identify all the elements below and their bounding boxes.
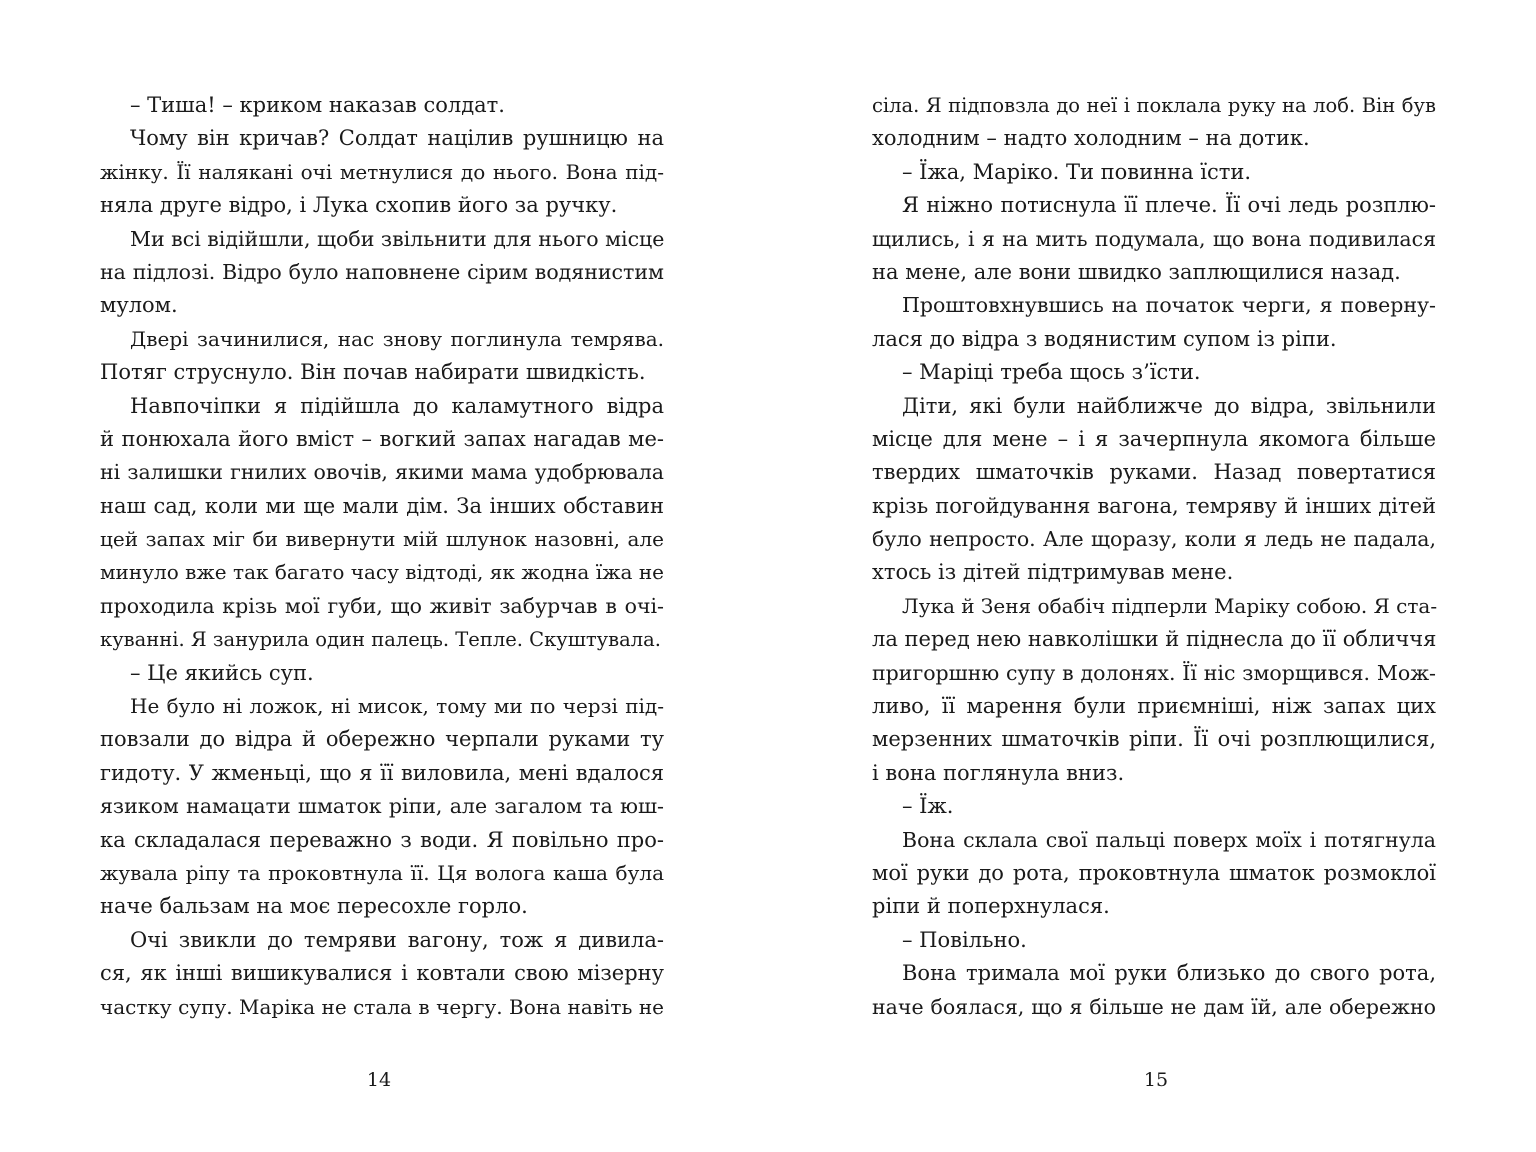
text-line: проходила крізь мої губи, що живіт забурчав в очі- <box>100 593 664 618</box>
text-line: ка складалася переважно з води. Я повільно про- <box>100 827 664 852</box>
text-line: хтось із дітей підтримував мене. <box>872 560 1234 585</box>
text-line: холодним – надто холодним – на дотик. <box>872 126 1310 151</box>
text-line: жувала ріпу та проковтнула її. Ця волога каша була <box>100 860 664 885</box>
text-line: наче боялася, що я більше не дам їй, але обережно <box>872 994 1436 1019</box>
text-line: й понюхала його вміст – вогкий запах нагадав ме- <box>100 426 664 451</box>
text-line: крізь погойдування вагона, темряву й інших дітей <box>872 493 1436 518</box>
text-line: куванні. Я занурила один палець. Тепле. Скуштувала. <box>100 628 661 652</box>
text-line: ливо, її марення були приємніші, ніж запах цих <box>872 694 1436 719</box>
text-line: наш сад, коли ми ще мали дім. За інших обставин <box>100 493 664 518</box>
text-line: Діти, які були найближче до відра, звільнили <box>902 393 1436 418</box>
text-line: Лука й Зеня обабіч підперли Маріку собою. Я ста- <box>902 593 1438 618</box>
text-line: Чому він кричав? Солдат націлив рушницю на <box>130 126 664 151</box>
text-line: сіла. Я підповзла до неї і поклала руку на лоб. Він був <box>872 94 1436 117</box>
text-line: ся, як інші вишикувалися і ковтали свою мізерну <box>100 961 664 986</box>
text-line: – Їж. <box>902 794 954 819</box>
text-line: Ми всі відійшли, щоби звільнити для нього місце <box>130 226 665 251</box>
text-line: мерзенних шматочків ріпи. Її очі розплющилися, <box>872 727 1436 752</box>
text-line: Вона тримала мої руки близько до свого рота, <box>902 961 1436 986</box>
text-line: гидоту. У жменьці, що я її виловила, мені вдалося <box>100 760 664 785</box>
text-line: наче бальзам на моє пересохле горло. <box>100 894 528 919</box>
text-line: Навпочіпки я підійшла до каламутного відра <box>130 393 664 418</box>
text-line: і вона поглянула вниз. <box>872 760 1125 785</box>
text-line: – Повільно. <box>902 927 1027 952</box>
text-line: Потяг струснуло. Він почав набирати швидкість. <box>100 360 646 385</box>
text-line: частку супу. Маріка не стала в чергу. Вона навіть не <box>100 994 664 1019</box>
text-line: Проштовхнувшись на початок черги, я поверну- <box>902 293 1436 318</box>
text-line: на підлозі. Відро було наповнене сірим водянистим <box>100 259 664 284</box>
text-line: ла перед нею навколішки й піднесла до її обличчя <box>872 627 1437 652</box>
text-line: щились, і я на мить подумала, що вона подивилася <box>872 226 1436 251</box>
text-line: минуло вже так багато часу відтоді, як жодна їжа не <box>100 560 664 585</box>
page-number-left: 14 <box>366 1069 392 1091</box>
text-line: Не було ні ложок, ні мисок, тому ми по черзі під- <box>130 694 664 719</box>
text-line: Очі звикли до темряви вагону, тож я дивила- <box>130 927 664 952</box>
text-line: Вона склала свої пальці поверх моїх і потягнула <box>902 827 1436 852</box>
text-line: на мене, але вони швидко заплющилися назад. <box>872 259 1401 284</box>
text-line: ріпи й поперхнулася. <box>872 894 1110 919</box>
text-line: Я ніжно потиснула її плече. Її очі ледь розплю- <box>902 193 1436 218</box>
text-line: – Тиша! – криком наказав солдат. <box>130 93 505 117</box>
text-line: твердих шматочків руками. Назад повертатися <box>872 460 1436 485</box>
text-line: ні залишки гнилих овочів, якими мама удобрювала <box>100 460 664 485</box>
left-page-text <box>100 89 664 1024</box>
text-line: няла друге відро, і Лука схопив його за ручку. <box>100 193 618 218</box>
text-line: пригоршню супу в долонях. Її ніс зморщився. Мож- <box>872 660 1436 685</box>
text-line: – Маріці треба щось з’їсти. <box>902 360 1201 385</box>
text-line: – Їжа, Маріко. Ти повинна їсти. <box>902 159 1252 184</box>
text-line: мої руки до рота, проковтнула шматок розмоклої <box>872 860 1436 885</box>
page-number-right: 15 <box>1143 1069 1169 1091</box>
text-line: лася до відра з водянистим супом із ріпи. <box>872 326 1337 351</box>
text-line: Двері зачинилися, нас знову поглинула темрява. <box>130 326 664 351</box>
text-line: жінку. Її налякані очі метнулися до нього. Вона під- <box>100 159 664 184</box>
text-line: було непросто. Але щоразу, коли я ледь не падала, <box>872 527 1436 552</box>
text-line: повзали до відра й обережно черпали руками ту <box>100 727 664 752</box>
text-line: цей запах міг би вивернути мій шлунок назовні, але <box>100 527 664 552</box>
text-line: місце для мене – і я зачерпнула якомога більше <box>872 426 1436 451</box>
text-line: мулом. <box>100 293 178 318</box>
text-line: – Це якийсь суп. <box>130 660 314 685</box>
text-line: язиком намацати шматок ріпи, але загалом та юш- <box>100 794 664 819</box>
right-page-text <box>872 89 1436 1024</box>
